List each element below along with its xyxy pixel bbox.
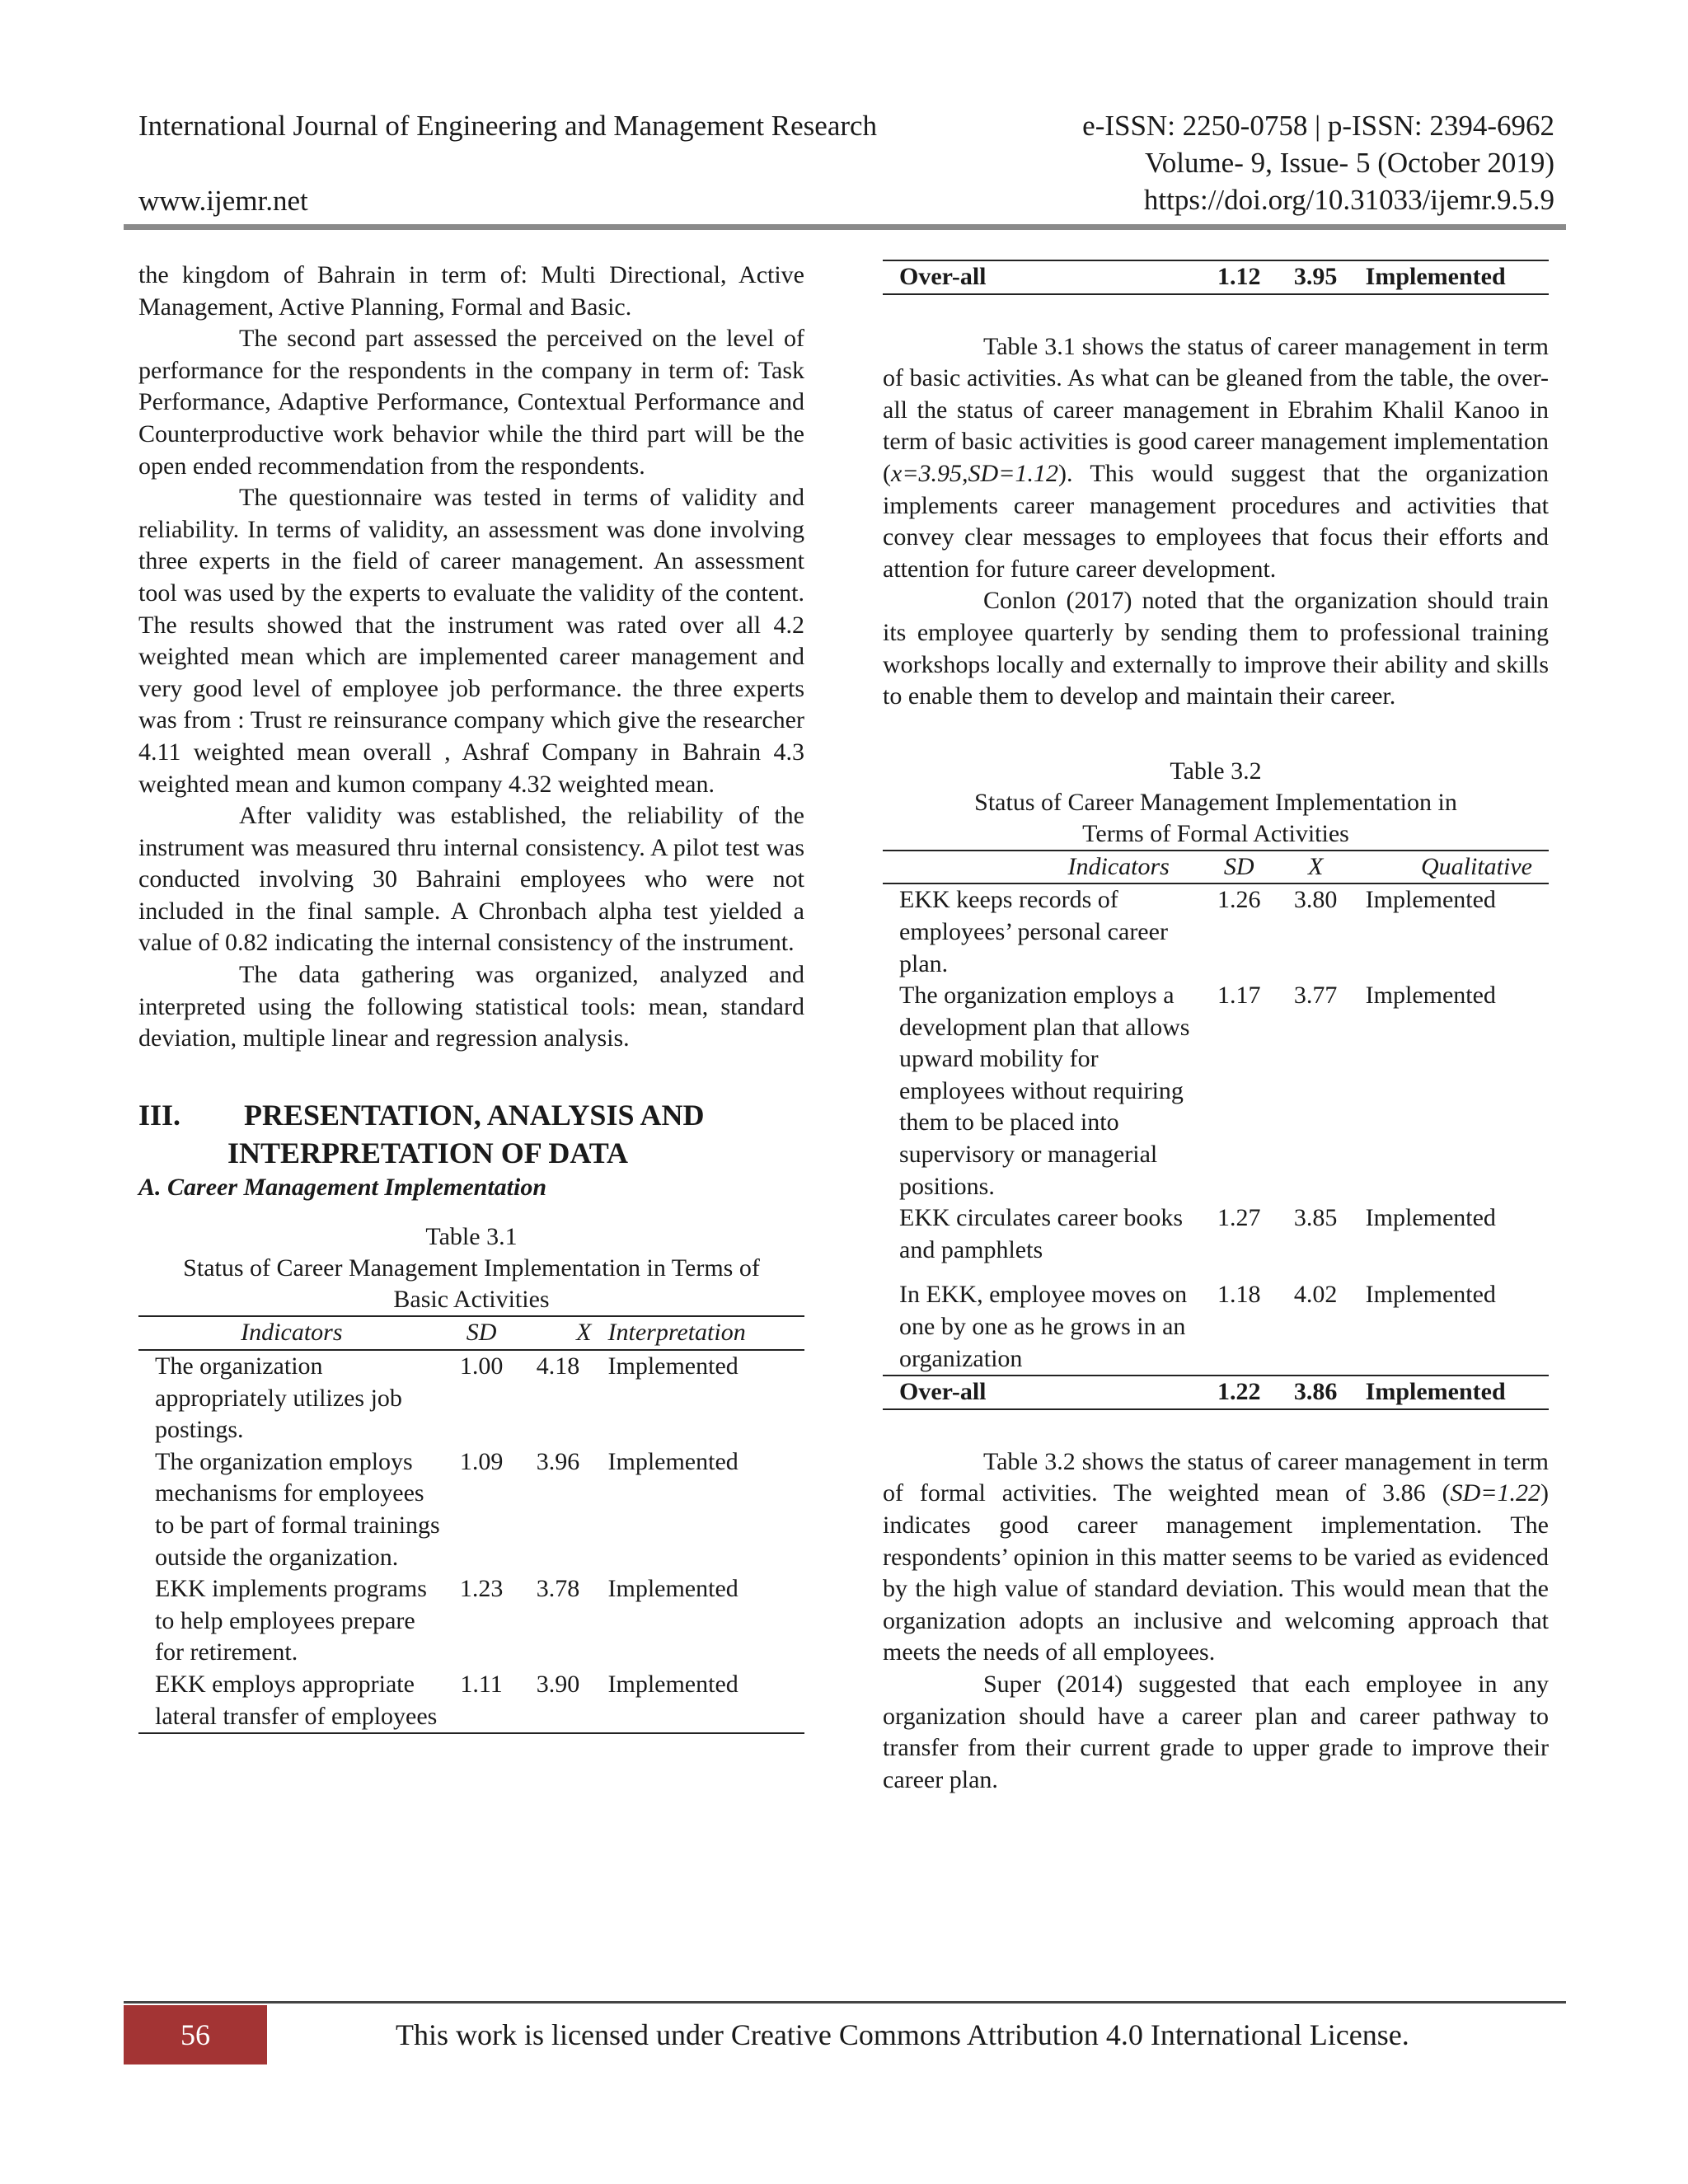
volume-issue: Volume- 9, Issue- 5 (October 2019) <box>1144 147 1554 179</box>
overall-sd: 1.12 <box>1203 260 1276 294</box>
header-sd: SD <box>1203 851 1276 884</box>
journal-name: International Journal of Engineering and Management Research <box>138 110 878 142</box>
sd-value: 1.11 <box>460 1670 503 1698</box>
table-row <box>883 1266 1549 1376</box>
stat-value: SD=1.22 <box>1450 1479 1540 1507</box>
issn: e-ISSN: 2250-0758 | p-ISSN: 2394-6962 <box>1082 110 1554 142</box>
sd-value: 1.27 <box>1217 1204 1261 1232</box>
section-title-line2: INTERPRETATION OF DATA <box>227 1136 629 1169</box>
running-header-right <box>1082 107 1554 218</box>
indicator: EKK keeps records of employees’ personal career plan. <box>899 886 1168 977</box>
paragraph: After validity was established, the reliability of the instrument was measured thru internal consistency. A pilot test was conducted involving 30 Bahraini employees who were not included in the final sample. A Chronbach alpha test yielded a value of 0.82 indicating the internal consistency of the instrument. <box>138 802 804 957</box>
subsection-heading: A. Career Management Implementation <box>138 1173 547 1201</box>
sd-value: 1.23 <box>459 1575 504 1603</box>
header-indicators: Indicators <box>883 851 1203 884</box>
running-header-left <box>138 107 877 220</box>
interpretation: Implemented <box>607 1352 738 1380</box>
paragraph: Super (2014) suggested that each employee in any organization should have a career plan and career pathway to transfer from their current grade to upper grade to improve their career plan. <box>883 1670 1549 1793</box>
paragraph: The questionnaire was tested in terms of validity and reliability. In terms of validity, an assessment was done involving three experts in the field of career management. An assessment tool was used by the experts to evaluate the validity of the content. The results showed that the instrument was rated over all 4.2 weighted mean which are implemented career management and very good level of employee job performance. the three experts was from : Trust re reinsurance company which give the researcher 4.11 weighted mean overall , Ashraf Company in Bahrain 4.3 weighted mean and kumon company 4.32 weighted mean. <box>138 484 804 798</box>
x-value: 3.96 <box>536 1447 580 1475</box>
table-label: Table 3.2 <box>1170 757 1262 785</box>
paragraph <box>883 1446 1549 1669</box>
right-column <box>883 260 1549 1796</box>
paragraph <box>883 331 1549 586</box>
paragraph: Conlon (2017) noted that the organization should train its employee quarterly by sending them to professional training workshops locally and externally to improve their ability and skills to enable them to develop and maintain their career. <box>883 587 1549 710</box>
table-row <box>138 1446 804 1573</box>
qualitative: Implemented <box>1365 1281 1496 1309</box>
table-row <box>138 1669 804 1733</box>
interpretation: Implemented <box>607 1670 738 1698</box>
overall-row <box>883 1376 1549 1409</box>
table-header-row <box>138 1316 804 1350</box>
indicator: The organization appropriately utilizes job postings. <box>155 1352 402 1444</box>
table-title-line1: Status of Career Management Implementation in <box>974 788 1457 816</box>
overall-interpretation: Implemented <box>1356 260 1549 294</box>
section-number: III. <box>138 1098 181 1132</box>
header-interpretation: Interpretation <box>598 1316 805 1350</box>
qualitative: Implemented <box>1365 886 1496 914</box>
table-header-row <box>883 851 1549 884</box>
table-row <box>138 1573 804 1669</box>
overall-x: 3.95 <box>1276 260 1356 294</box>
indicator: The organization employs mechanisms for employees to be part of formal trainings outside the organization. <box>155 1447 440 1571</box>
indicator: EKK employs appropriate lateral transfer of employees <box>155 1670 438 1730</box>
left-column <box>138 260 804 1734</box>
license-text: This work is licensed under Creative Commons Attribution 4.0 International License. <box>396 2018 1409 2051</box>
indicator: EKK implements programs to help employees prepare for retirement. <box>155 1575 427 1666</box>
qualitative: Implemented <box>1365 982 1496 1010</box>
header-indicators: Indicators <box>138 1316 445 1350</box>
text-fragment: Table 3.2 shows the status of career management in term of formal activities. The weighted mean of 3.86 ( <box>883 1447 1549 1507</box>
sd-value: 1.17 <box>1217 982 1261 1010</box>
overall-x: 3.86 <box>1276 1376 1356 1409</box>
table-row <box>883 980 1549 1202</box>
table-3-2 <box>883 850 1549 1410</box>
header-x: X <box>518 1316 598 1350</box>
indicator: In EKK, employee moves on one by one as he grows in an organization <box>899 1281 1188 1372</box>
x-value: 3.85 <box>1293 1204 1338 1232</box>
sd-value: 1.18 <box>1217 1281 1261 1309</box>
interpretation: Implemented <box>607 1447 738 1475</box>
table-3-1-overall <box>883 260 1549 295</box>
text-fragment: Table 3.1 shows the status of career management in term of basic activities. As what can be gleaned from the table, the over-all the status of career management in Ebrahim Khalil Kanoo in term of basic activities is good career management implementation ( <box>883 332 1549 487</box>
section-title-line1: PRESENTATION, ANALYSIS AND <box>244 1098 705 1132</box>
overall-sd: 1.22 <box>1203 1376 1276 1409</box>
table-title-line2: Terms of Formal Activities <box>1082 819 1349 847</box>
x-value: 3.90 <box>536 1670 580 1698</box>
interpretation: Implemented <box>607 1575 738 1603</box>
paragraph: the kingdom of Bahrain in term of: Multi Directional, Active Management, Active Planning, Formal and Basic. <box>138 261 804 321</box>
doi: https://doi.org/10.31033/ijemr.9.5.9 <box>1143 184 1554 216</box>
x-value: 3.78 <box>536 1575 580 1603</box>
header-qualitative: Qualitative <box>1356 851 1549 884</box>
overall-label: Over-all <box>883 260 1203 294</box>
text-fragment: ). This would suggest that the organization implements career management procedures and activities that convey clear messages to employees that focus their efforts and attention for future career development. <box>883 459 1549 583</box>
indicator: The organization employs a development plan that allows upward mobility for employees without requiring them to be placed into supervisory or managerial positions. <box>899 982 1190 1200</box>
page-number: 56 <box>124 2005 267 2064</box>
table-row <box>883 1202 1549 1266</box>
text-fragment: ) indicates good career management implementation. The respondents’ opinion in this matter seems to be varied as evidenced by the high value of standard deviation. This would mean that the organization adopts an inclusive and welcoming approach that meets the needs of all employees. <box>883 1479 1549 1666</box>
qualitative: Implemented <box>1365 1204 1496 1232</box>
table-label: Table 3.1 <box>425 1223 518 1251</box>
header-x: X <box>1276 851 1356 884</box>
overall-qualitative: Implemented <box>1356 1376 1549 1409</box>
x-value: 4.18 <box>536 1352 580 1380</box>
paragraph: The data gathering was organized, analyzed and interpreted using the following statistical tools: mean, standard deviation, multiple linear and regression analysis. <box>138 961 804 1052</box>
section-heading <box>138 1096 804 1172</box>
header-rule <box>124 224 1566 230</box>
x-value: 3.80 <box>1293 886 1338 914</box>
x-value: 4.02 <box>1293 1281 1338 1309</box>
x-value: 3.77 <box>1293 982 1338 1010</box>
table-3-1 <box>138 1315 804 1734</box>
table-3-2-caption <box>883 756 1549 850</box>
stat-value: x=3.95,SD=1.12 <box>891 459 1058 487</box>
overall-row <box>883 260 1549 294</box>
sd-value: 1.26 <box>1217 886 1261 914</box>
table-3-1-caption <box>138 1221 804 1315</box>
table-title: Status of Career Management Implementation in Terms of Basic Activities <box>183 1254 760 1314</box>
footer-rule <box>124 2001 1566 2004</box>
table-row <box>138 1350 804 1446</box>
sd-value: 1.00 <box>459 1352 504 1380</box>
indicator: EKK circulates career books and pamphlets <box>899 1204 1184 1263</box>
header-sd: SD <box>445 1316 518 1350</box>
paragraph: The second part assessed the perceived on the level of performance for the respondents in the company in term of: Task Performance, Adaptive Performance, Contextual Performance and Counterproductive work behavior while the third part will be the open ended recommendation from the respondents. <box>138 325 804 480</box>
sd-value: 1.09 <box>459 1447 504 1475</box>
journal-website: www.ijemr.net <box>138 185 308 217</box>
overall-label: Over-all <box>883 1376 1203 1409</box>
header-spacer <box>138 145 877 182</box>
table-row <box>883 883 1549 980</box>
